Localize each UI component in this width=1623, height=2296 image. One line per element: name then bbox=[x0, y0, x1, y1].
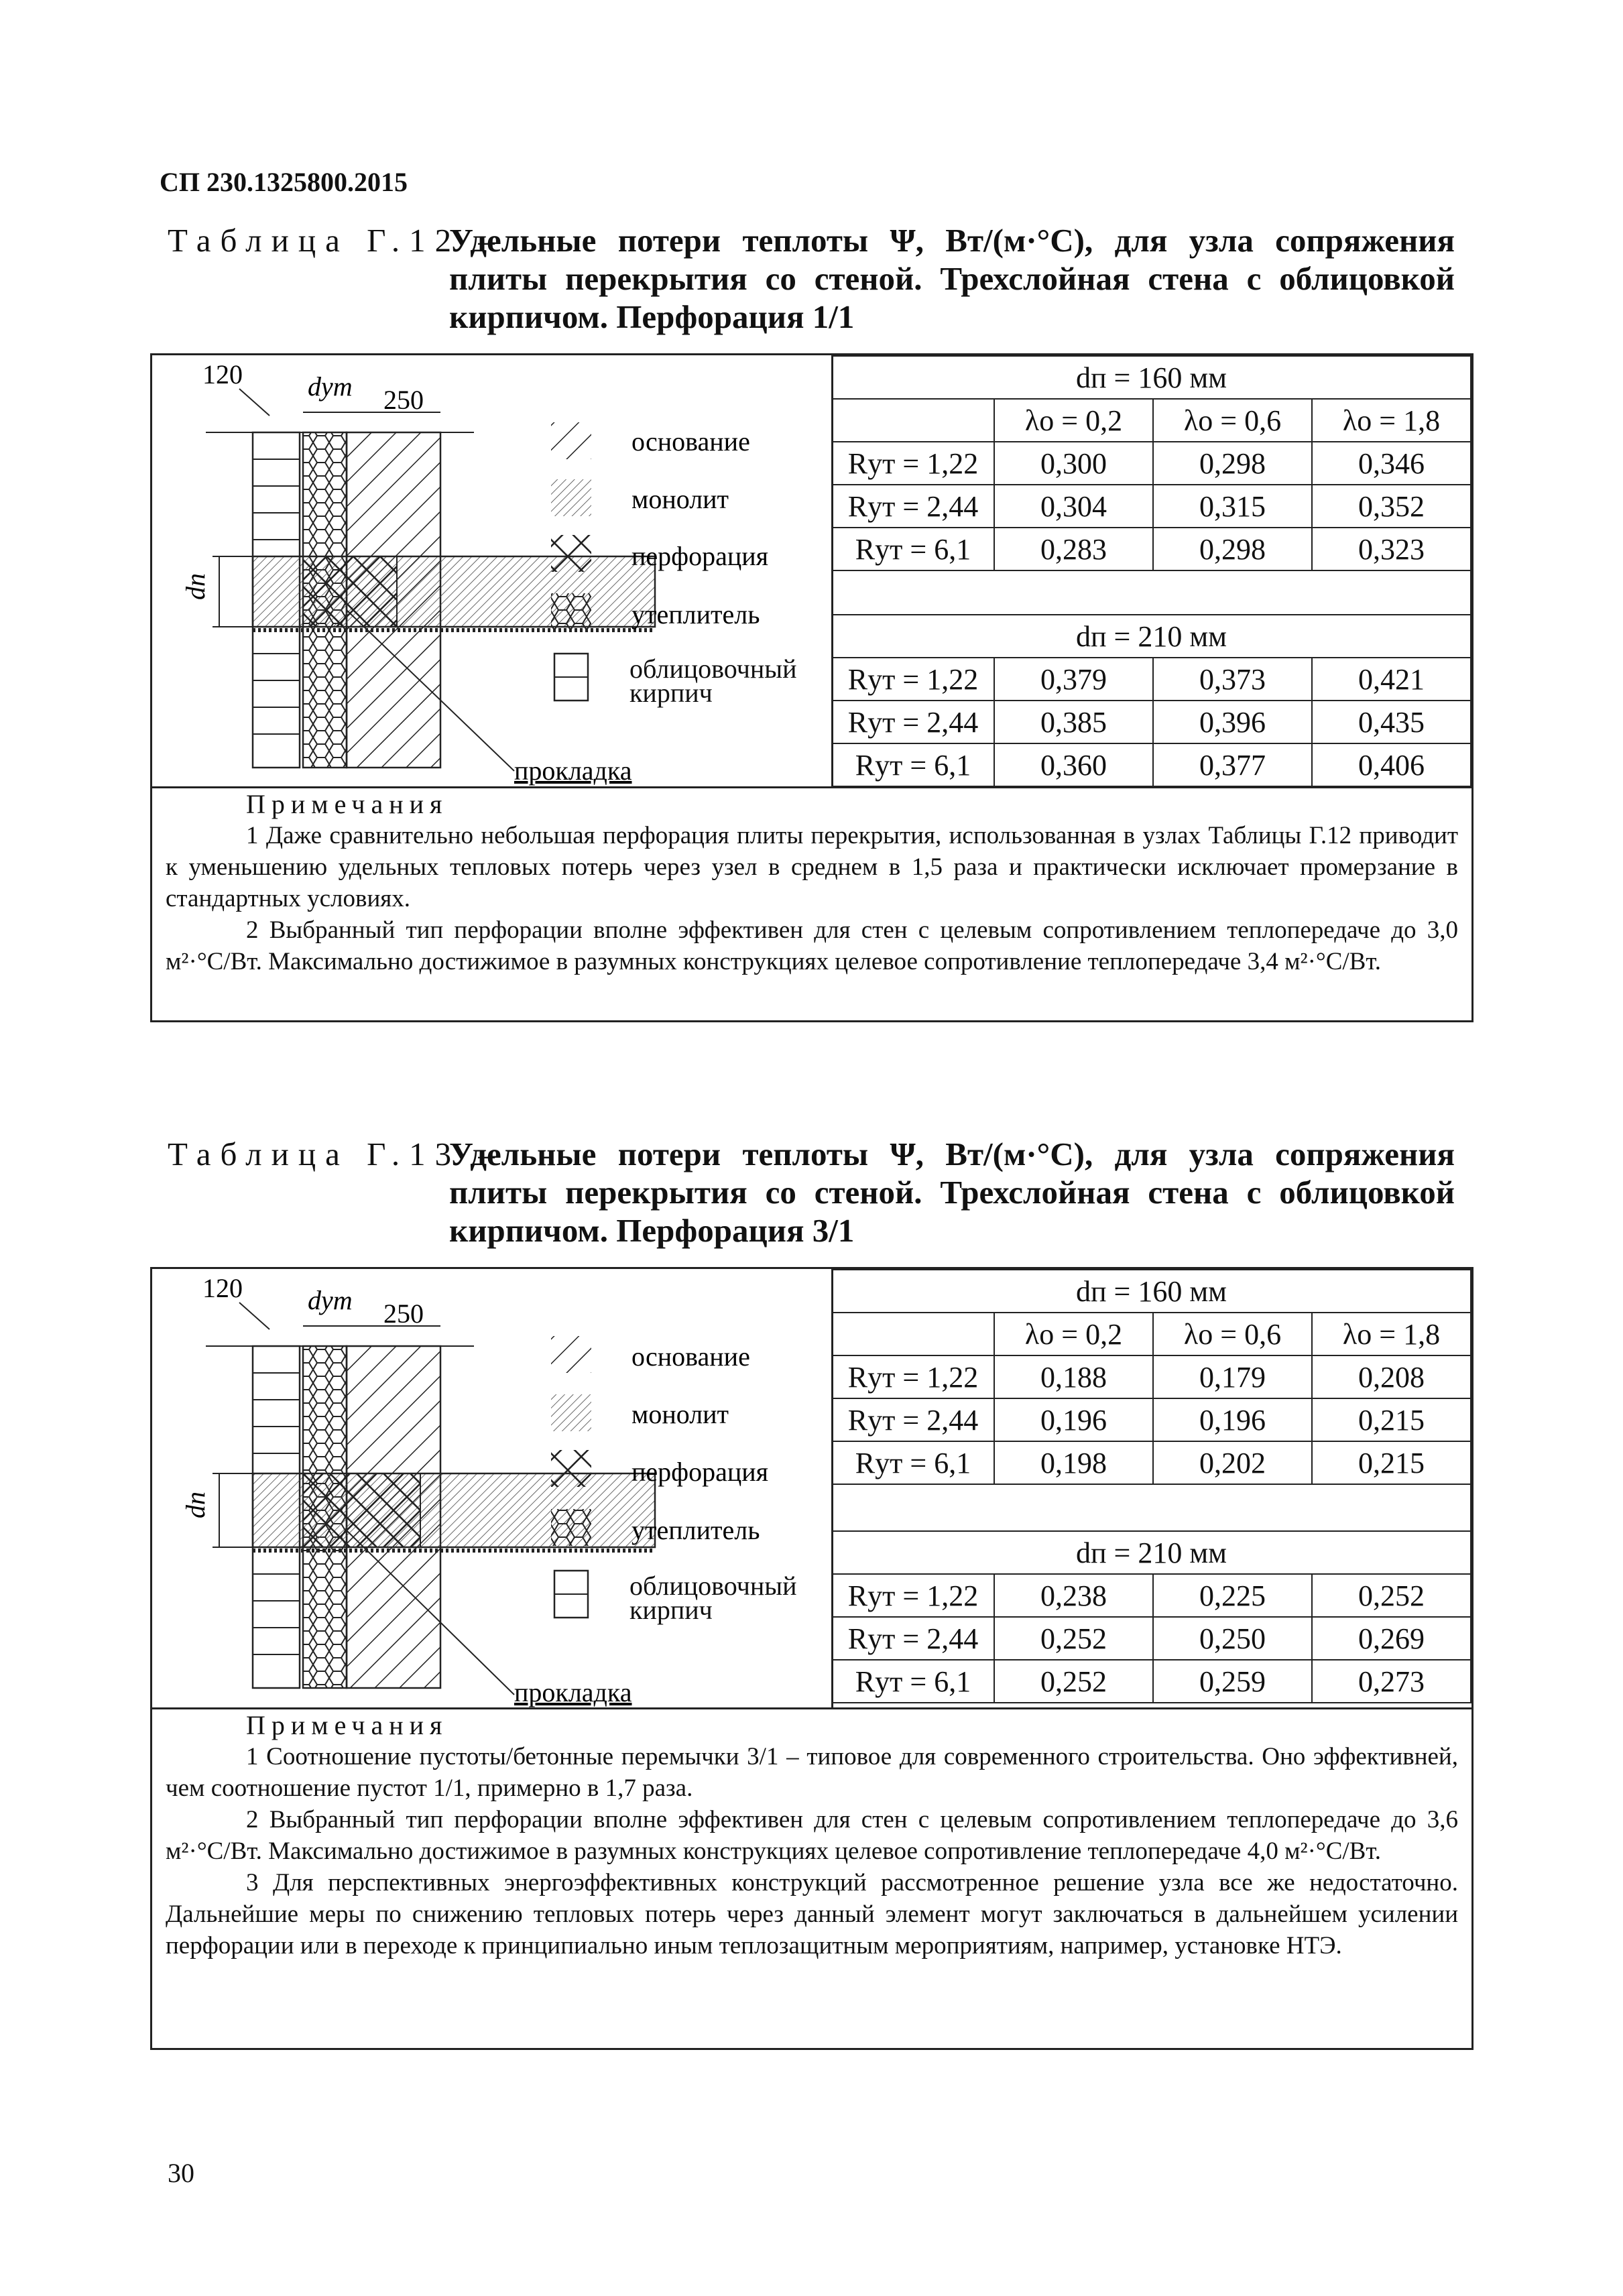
table-caption bbox=[168, 1135, 1455, 1256]
value-cell: 0,188 bbox=[994, 1355, 1153, 1398]
value-cell: 0,196 bbox=[1153, 1398, 1312, 1441]
legend-insulation: утеплитель bbox=[632, 599, 760, 629]
spacer-row bbox=[832, 570, 1471, 615]
row-header: Rут = 6,1 bbox=[832, 528, 994, 570]
col-header: λо = 1,8 bbox=[1312, 399, 1471, 442]
legend-swatch-insulation bbox=[551, 593, 591, 630]
dim-250-label: 250 bbox=[383, 1298, 424, 1329]
value-cell: 0,298 bbox=[1153, 528, 1312, 570]
page-number: 30 bbox=[168, 2158, 194, 2188]
table-row bbox=[832, 485, 1471, 528]
table-g12 bbox=[150, 353, 1474, 1022]
dim-250-label: 250 bbox=[383, 385, 424, 415]
dim-dp-label: dп bbox=[180, 573, 211, 600]
table-row bbox=[832, 1355, 1471, 1398]
table-row bbox=[832, 442, 1471, 485]
value-cell: 0,198 bbox=[994, 1441, 1153, 1484]
legend-base: основание bbox=[632, 426, 750, 457]
slab-perforation-zone bbox=[303, 556, 397, 627]
table-row bbox=[832, 1441, 1471, 1484]
legend-swatch-base bbox=[551, 1336, 591, 1373]
col-header: λо = 0,6 bbox=[1153, 399, 1312, 442]
legend-monolith: монолит bbox=[632, 1399, 729, 1429]
legend-brick: облицовочный кирпич bbox=[629, 1574, 797, 1625]
table-g13 bbox=[150, 1267, 1474, 2050]
value-cell: 0,379 bbox=[994, 658, 1153, 701]
junction-drawing bbox=[152, 355, 831, 786]
spacer-row bbox=[832, 1484, 1471, 1531]
table-row bbox=[832, 1617, 1471, 1660]
notes-title: Примечания bbox=[246, 1710, 448, 1740]
group-header: dп = 160 мм bbox=[832, 1270, 1471, 1313]
legend-monolith: монолит bbox=[632, 484, 729, 514]
value-cell: 0,202 bbox=[1153, 1441, 1312, 1484]
value-cell: 0,406 bbox=[1312, 743, 1471, 786]
value-cell: 0,269 bbox=[1312, 1617, 1471, 1660]
value-cell: 0,196 bbox=[994, 1398, 1153, 1441]
row-header: Rут = 2,44 bbox=[832, 1398, 994, 1441]
legend-swatch-monolith bbox=[551, 1394, 591, 1431]
legend-swatch-perforation bbox=[551, 535, 591, 572]
group-header: dп = 210 мм bbox=[832, 615, 1471, 658]
dim-dut-label: dут bbox=[308, 1285, 353, 1315]
legend-perforation: перфорация bbox=[632, 541, 769, 571]
table-row bbox=[832, 528, 1471, 570]
value-cell: 0,377 bbox=[1153, 743, 1312, 786]
value-cell: 0,435 bbox=[1312, 701, 1471, 743]
row-header: Rут = 1,22 bbox=[832, 1355, 994, 1398]
notes-title: Примечания bbox=[246, 789, 448, 819]
value-cell: 0,300 bbox=[994, 442, 1153, 485]
document-code: СП 230.1325800.2015 bbox=[160, 167, 408, 197]
corner-cell bbox=[832, 399, 994, 442]
row-header: Rут = 1,22 bbox=[832, 658, 994, 701]
value-cell: 0,208 bbox=[1312, 1355, 1471, 1398]
psi-values-table bbox=[831, 1269, 1471, 1703]
legend-perforation: перфорация bbox=[632, 1457, 769, 1487]
note-item: 1 Соотношение пустоты/бетонные перемычки 3/1 – типовое для современного строительства. Оно эффективней, чем соотношение пустот 1/1, примерно в 1,7 раза. bbox=[166, 1743, 1458, 1802]
row-header: Rут = 1,22 bbox=[832, 442, 994, 485]
note-item: 2 Выбранный тип перфорации вполне эффективен для стен с целевым сопротивлением теплопередаче до 3,6 м²·°С/Вт. Максимально достижимое в разумных конструкциях целевое сопротивление теплопередаче 4,0 м²·°С/Вт. bbox=[166, 1806, 1458, 1865]
value-cell: 0,252 bbox=[994, 1617, 1153, 1660]
row-header: Rут = 6,1 bbox=[832, 1660, 994, 1703]
row-header: Rут = 1,22 bbox=[832, 1574, 994, 1617]
note-item: 2 Выбранный тип перфорации вполне эффективен для стен с целевым сопротивлением теплопередаче до 3,0 м²·°С/Вт. Максимально достижимое в разумных конструкциях целевое сопротивление теплопередаче 3,4 м²·°С/Вт. bbox=[166, 916, 1458, 975]
table-row bbox=[832, 1574, 1471, 1617]
note-item: 1 Даже сравнительно небольшая перфорация плиты перекрытия, использованная в узлах Таблицы Г.12 приводит к уменьшению удельных тепловых потерь через узел в среднем в 1,5 раза и практически исключает промерзание в стандартных условиях. bbox=[166, 822, 1458, 912]
legend-swatch-base bbox=[551, 422, 591, 459]
gasket-label: прокладка bbox=[514, 1677, 632, 1707]
dim-dut-label: dут bbox=[308, 371, 353, 402]
value-cell: 0,346 bbox=[1312, 442, 1471, 485]
value-cell: 0,298 bbox=[1153, 442, 1312, 485]
caption-title: Удельные потери теплоты Ψ, Вт/(м·°С), для узла сопряжения плиты перекрытия со стеной. Трехслойная стена с облицовкой кирпичом. Перфорация 1/1 bbox=[449, 222, 1455, 335]
legend-swatch-perforation bbox=[551, 1450, 591, 1487]
legend-swatch-monolith bbox=[551, 479, 591, 516]
notes-block bbox=[152, 786, 1471, 1022]
row-header: Rут = 2,44 bbox=[832, 701, 994, 743]
value-cell: 0,360 bbox=[994, 743, 1153, 786]
value-cell: 0,215 bbox=[1312, 1398, 1471, 1441]
value-cell: 0,315 bbox=[1153, 485, 1312, 528]
row-header: Rут = 6,1 bbox=[832, 743, 994, 786]
legend-swatch-insulation bbox=[551, 1509, 591, 1546]
value-cell: 0,323 bbox=[1312, 528, 1471, 570]
value-cell: 0,352 bbox=[1312, 485, 1471, 528]
value-cell: 0,421 bbox=[1312, 658, 1471, 701]
table-row bbox=[832, 658, 1471, 701]
value-cell: 0,252 bbox=[1312, 1574, 1471, 1617]
value-cell: 0,373 bbox=[1153, 658, 1312, 701]
col-header: λо = 0,2 bbox=[994, 399, 1153, 442]
col-header: λо = 0,2 bbox=[994, 1313, 1153, 1355]
value-cell: 0,238 bbox=[994, 1574, 1153, 1617]
dim-dp-label: dп bbox=[180, 1492, 211, 1518]
col-header: λо = 1,8 bbox=[1312, 1313, 1471, 1355]
value-cell: 0,252 bbox=[994, 1660, 1153, 1703]
value-cell: 0,273 bbox=[1312, 1660, 1471, 1703]
group-header: dп = 210 мм bbox=[832, 1531, 1471, 1574]
col-header: λо = 0,6 bbox=[1153, 1313, 1312, 1355]
junction-drawing bbox=[152, 1269, 831, 1707]
value-cell: 0,215 bbox=[1312, 1441, 1471, 1484]
caption-prefix: Таблица Г.13 – bbox=[168, 1136, 504, 1172]
row-header: Rут = 2,44 bbox=[832, 1617, 994, 1660]
group-header: dп = 160 мм bbox=[832, 356, 1471, 399]
table-row bbox=[832, 1660, 1471, 1703]
table-row bbox=[832, 1398, 1471, 1441]
slab-perforation-zone bbox=[303, 1473, 420, 1547]
value-cell: 0,304 bbox=[994, 485, 1153, 528]
row-header: Rут = 2,44 bbox=[832, 485, 994, 528]
value-cell: 0,259 bbox=[1153, 1660, 1312, 1703]
table-row bbox=[832, 701, 1471, 743]
psi-values-table bbox=[831, 355, 1471, 787]
value-cell: 0,225 bbox=[1153, 1574, 1312, 1617]
row-header: Rут = 6,1 bbox=[832, 1441, 994, 1484]
caption-prefix: Таблица Г.12 – bbox=[168, 222, 504, 259]
value-cell: 0,283 bbox=[994, 528, 1153, 570]
dim-120-label: 120 bbox=[202, 1273, 243, 1303]
dim-120-label: 120 bbox=[202, 359, 243, 389]
legend-insulation: утеплитель bbox=[632, 1515, 760, 1545]
gasket-label: прокладка bbox=[514, 756, 632, 786]
value-cell: 0,396 bbox=[1153, 701, 1312, 743]
caption-title: Удельные потери теплоты Ψ, Вт/(м·°С), для узла сопряжения плиты перекрытия со стеной. Трехслойная стена с облицовкой кирпичом. Перфорация 3/1 bbox=[449, 1136, 1455, 1249]
corner-cell bbox=[832, 1313, 994, 1355]
table-caption bbox=[168, 221, 1455, 342]
table-row bbox=[832, 743, 1471, 786]
junction-diagram bbox=[152, 355, 833, 786]
value-cell: 0,385 bbox=[994, 701, 1153, 743]
legend-brick: облицовочный кирпич bbox=[629, 657, 797, 708]
legend-base: основание bbox=[632, 1341, 750, 1372]
value-cell: 0,250 bbox=[1153, 1617, 1312, 1660]
notes-block bbox=[152, 1707, 1471, 2050]
value-cell: 0,179 bbox=[1153, 1355, 1312, 1398]
note-item: 3 Для перспективных энергоэффективных конструкций рассмотренное решение узла все же недостаточно. Дальнейшие меры по снижению тепловых потерь через данный элемент могут заключаться в дальнейшем усилении перфорации или в переходе к принципиально иным теплозащитным мероприятиям, например, установке НТЭ. bbox=[166, 1869, 1458, 1959]
junction-diagram bbox=[152, 1269, 833, 1707]
